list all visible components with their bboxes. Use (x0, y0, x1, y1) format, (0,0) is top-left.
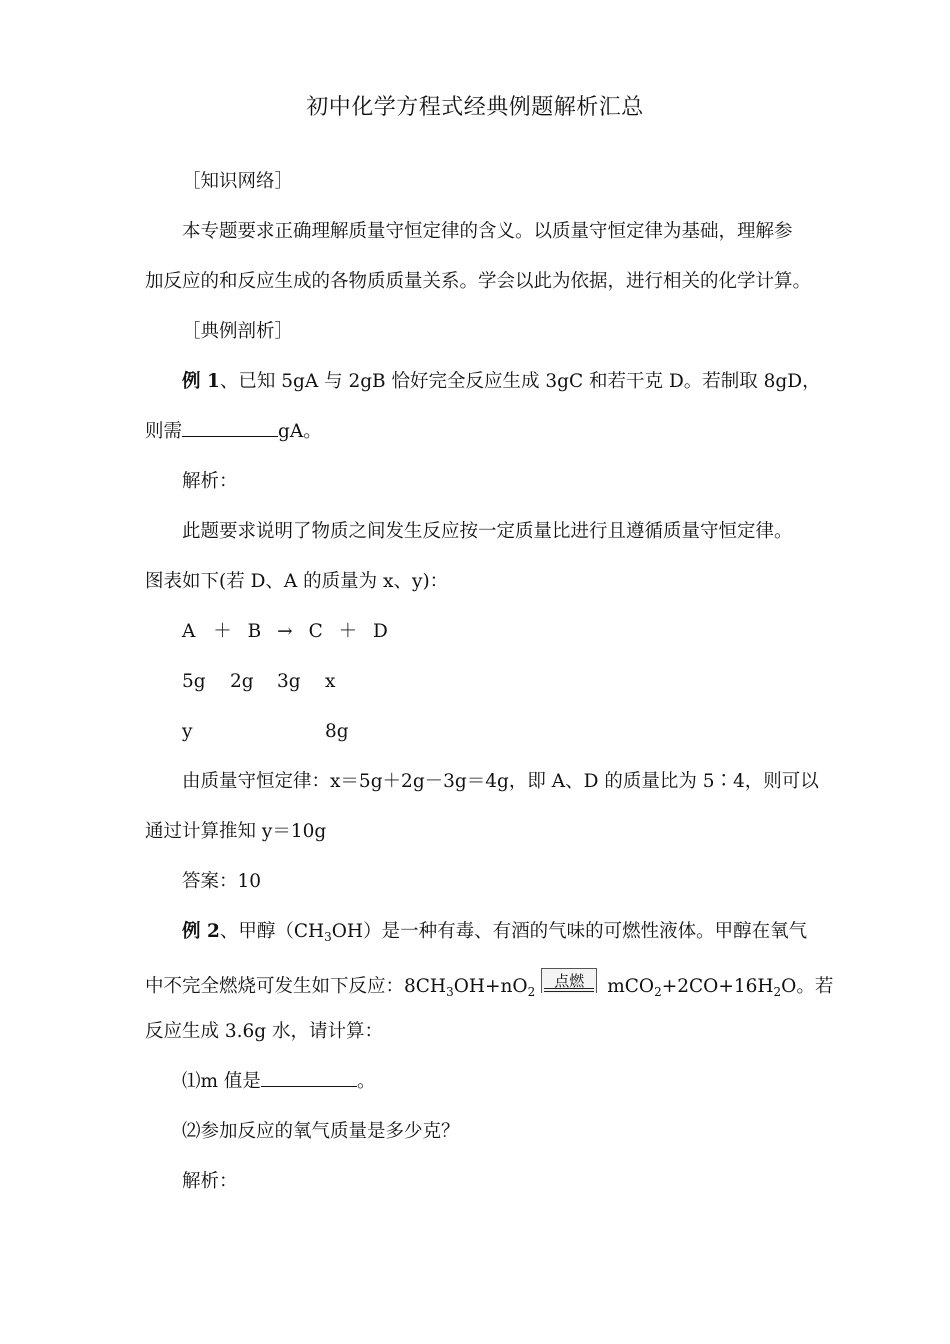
target-d: 8g (325, 721, 349, 742)
example1-analysis-label: 解析： (182, 471, 238, 492)
example1-text-a: 、已知 5gA 与 2gB 恰好完全反应生成 3gC 和若干克 D。若制取 8gD， (219, 371, 821, 392)
species-a: A (182, 621, 196, 642)
equals-line-bottom (544, 991, 594, 992)
q1-prefix: ⑴m 值是 (182, 1071, 261, 1092)
example2-sub-b4: 2 (773, 985, 782, 999)
condition-label: 点燃 (554, 972, 585, 990)
example1-text-b-suffix: gA。 (278, 421, 322, 442)
mass-c: 3g (277, 671, 301, 692)
example1-label: 例 1 (182, 371, 220, 392)
example2-text-b4: +2CO+16H (661, 976, 774, 997)
knowledge-heading: ［知识网络］ (182, 171, 294, 192)
mass-a: 5g (182, 671, 206, 692)
species-b: B (247, 621, 262, 642)
example2-text-b1: 中不完全燃烧可发生如下反应：8CH (145, 976, 447, 997)
species-c: C (308, 621, 323, 642)
example1-answer: 答案：10 (182, 871, 262, 892)
mass-b: 2g (230, 671, 254, 692)
example2-equation-line (145, 968, 833, 1001)
knowledge-paragraph-line-2: 加反应的和反应生成的各物质质量关系。学会以此为依据，进行相关的化学计算。 (145, 271, 812, 292)
example2-sub-b1: 3 (446, 985, 454, 999)
arrow-sign: → (277, 621, 293, 642)
mass-d: x (325, 671, 336, 692)
example1-conclusion-line-2: 通过计算推知 y＝10g (145, 821, 327, 842)
example2-sub-b3: 2 (654, 985, 662, 999)
q1-answer-blank (261, 1068, 357, 1087)
example1-statement-line-1 (182, 368, 821, 396)
example2-question-1 (182, 1068, 375, 1096)
example1-conclusion-line-1: 由质量守恒定律：x＝5g＋2g－3g＝4g，即 A、D 的质量比为 5∶4，则可以 (182, 771, 819, 792)
table-row-masses (182, 668, 336, 696)
example2-question-2: ⑵参加反应的氧气质量是多少克？ (182, 1121, 460, 1142)
example1-statement-line-2 (145, 418, 322, 446)
species-d: D (373, 621, 388, 642)
example2-statement-line-1 (182, 918, 807, 946)
reaction-condition (541, 968, 597, 998)
example2-label: 例 2 (182, 921, 220, 942)
equals-line-top (544, 988, 594, 989)
table-row-species (182, 618, 388, 646)
example2-text-a1: 、甲醇（CH (219, 921, 325, 942)
example2-text-b3: mCO (607, 976, 655, 997)
example2-sub-a: 3 (324, 930, 332, 944)
unknown-a: y (182, 721, 193, 742)
example2-statement-line-3: 反应生成 3.6g 水，请计算： (145, 1021, 384, 1042)
document-title: 初中化学方程式经典例题解析汇总 (306, 95, 644, 120)
example2-text-b2: OH+nO (453, 976, 528, 997)
example-heading: ［典例剖析］ (182, 321, 294, 342)
table-row-unknowns (182, 718, 349, 746)
example1-answer-blank (182, 418, 278, 437)
example1-analysis-line-2: 图表如下(若 D、A 的质量为 x、y)： (145, 571, 449, 592)
example1-analysis-line-1: 此题要求说明了物质之间发生反应按一定质量比进行且遵循质量守恒定律。 (182, 521, 793, 542)
example2-analysis-label: 解析： (182, 1171, 238, 1192)
q1-suffix: 。 (356, 1071, 376, 1092)
example1-text-b-prefix: 则需 (145, 421, 183, 442)
example2-text-a2: OH）是一种有毒、有酒的气味的可燃性液体。甲醇在氧气 (331, 921, 808, 942)
example2-text-b5: O。若 (781, 976, 834, 997)
knowledge-paragraph-line-1: 本专题要求正确理解质量守恒定律的含义。以质量守恒定律为基础，理解参 (182, 221, 793, 242)
plus-sign-1: ＋ (213, 621, 232, 642)
plus-sign-2: ＋ (338, 621, 358, 642)
example2-sub-b2: 2 (527, 985, 536, 999)
